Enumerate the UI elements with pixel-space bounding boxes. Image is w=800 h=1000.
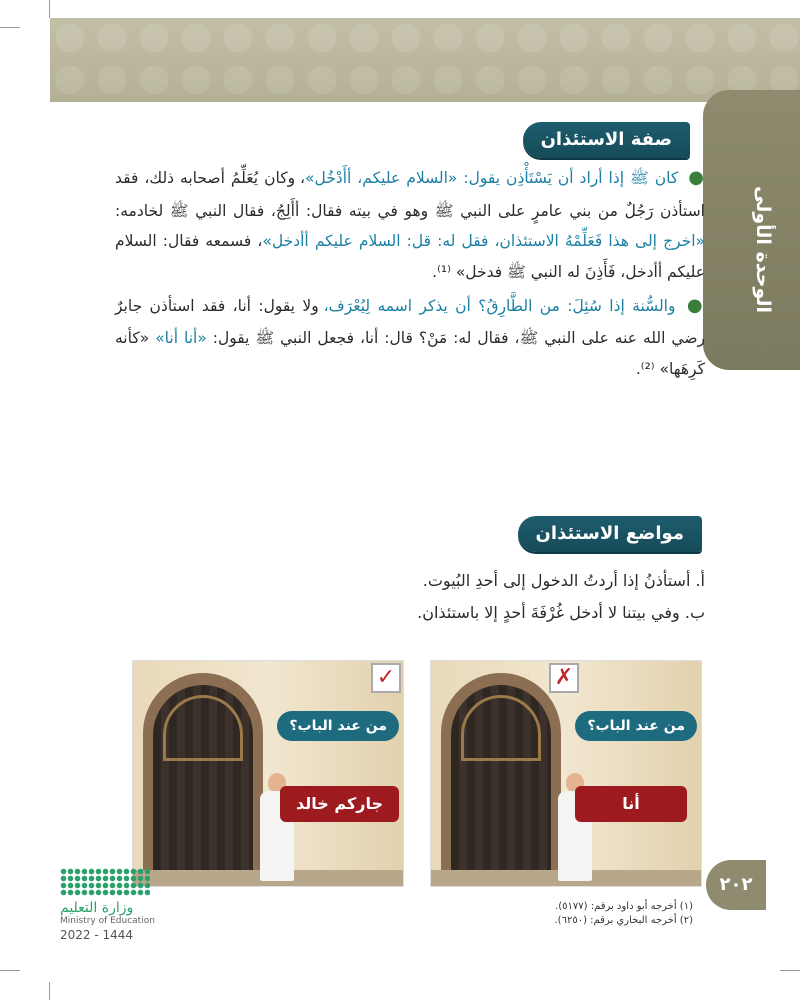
quote-text: «اخرج إلى هذا فَعَلِّمْهُ الاستئذان، فقل له: قل: السلام عليكم أأدخل» xyxy=(262,232,705,251)
crop-mark xyxy=(0,970,20,971)
header-band xyxy=(50,18,800,102)
logo-arabic: وزارة التعليم xyxy=(60,900,134,916)
footnote: (٢) أخرجه البخاري برقم: (٦٢٥٠). xyxy=(554,915,693,926)
crop-mark xyxy=(49,982,50,1000)
section-heading-etiquette: صفة الاستئذان xyxy=(523,122,690,158)
section-heading-places: مواضع الاستئذان xyxy=(518,516,702,552)
unit-side-tab xyxy=(703,90,800,370)
crop-mark xyxy=(49,0,50,18)
answer-bubble: جاركم خالد xyxy=(280,786,399,822)
text-span: «كأنه كَرِهَها» ⁽²⁾. xyxy=(115,329,705,378)
door-photo-incorrect xyxy=(430,660,702,887)
quote-text: «السلام عليكم، أأَدْخُل» xyxy=(305,169,458,187)
ministry-logo xyxy=(60,868,155,942)
door-icon xyxy=(153,685,253,873)
crop-mark xyxy=(0,27,20,28)
paragraph-1 xyxy=(115,160,705,288)
list-item: ب. وفي بيتنا لا أدخل غُرْفَةَ أحدٍ إلا باستئذان. xyxy=(417,603,705,622)
quote-text: «أنا أنا» xyxy=(155,329,207,348)
page-number: ٢٠٢ xyxy=(706,860,766,910)
section1-body xyxy=(115,160,705,385)
question-bubble: من عند الباب؟ xyxy=(277,711,399,741)
bullet-icon: ● xyxy=(686,294,705,316)
footnote: (١) أخرجه أبو داود برقم: (٥١٧٧). xyxy=(555,901,693,912)
logo-english: Ministry of Education xyxy=(60,916,155,926)
logo-dots-icon xyxy=(60,868,150,896)
crop-mark xyxy=(780,970,800,971)
list-item: أ. أستأذنُ إذا أردتُ الدخول إلى أحدِ البُيوت. xyxy=(422,571,705,590)
bullet-icon: ● xyxy=(688,167,706,188)
paragraph-2 xyxy=(115,288,705,385)
footnotes xyxy=(554,900,693,928)
door-icon xyxy=(451,685,551,873)
text-span: والسُّنة إذا سُئِلَ: من الطَّارِقُ؟ أن يذكر اسمه لِيُعْرَف، xyxy=(323,296,676,315)
question-bubble: من عند الباب؟ xyxy=(575,711,697,741)
unit-label: الوحدة الأولى xyxy=(752,186,774,314)
logo-year: 2022 - 1444 xyxy=(60,928,134,942)
cross-icon: ✗ xyxy=(549,663,579,693)
text-span: ولا يقول: أنا، فقد استأذن جابرٌ رضي الله عنه على النبي ﷺ، فقال له: مَنْ؟ قال: أنا، فجعل النبي ﷺ يقول: xyxy=(115,296,705,348)
places-list xyxy=(145,565,705,629)
check-icon: ✓ xyxy=(371,663,401,693)
door-photo-correct xyxy=(132,660,404,887)
text-span: ، فسمعه فقال: السلام عليكم أأدخل، فَأَذِنَ له النبي ﷺ فدخل» ⁽¹⁾. xyxy=(115,232,705,281)
text-span: كان ﷺ إذا أراد أن يَسْتَأْذِن يقول: xyxy=(463,169,679,187)
answer-bubble: أنا xyxy=(575,786,687,822)
text-span: ، وكان يُعَلِّمُ أصحابه ذلك، فقد استأذن رَجُلٌ من بني عامرٍ على النبي ﷺ وهو في بيته فقال: أأَلِجُ، فقال النبي ﷺ لخادمه: xyxy=(115,169,705,220)
